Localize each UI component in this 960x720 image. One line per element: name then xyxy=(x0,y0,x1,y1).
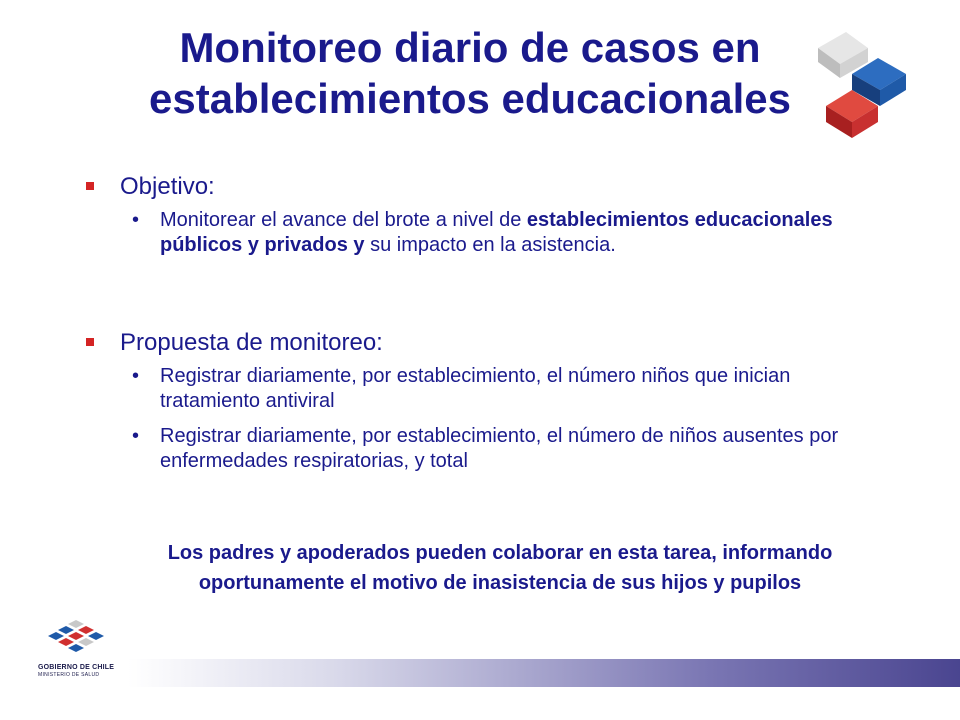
sub-list xyxy=(82,364,882,474)
footer-ministry-label: MINISTERIO DE SALUD xyxy=(38,672,100,678)
slide-title: Monitoreo diario de casos en establecimientos educacionales xyxy=(149,24,791,122)
item-text: Monitorear el avance del brote a nivel de xyxy=(160,209,527,231)
closing-statement: Los padres y apoderados pueden colaborar en esta tarea, informando oportunamente el motivo de inasistencia de sus hijos y pupilos xyxy=(167,542,833,594)
square-bullet-icon xyxy=(86,338,94,346)
list-item xyxy=(82,208,870,258)
section-label: Objetivo: xyxy=(120,173,215,200)
square-bullet-icon xyxy=(86,182,94,190)
bullet-dot-icon: • xyxy=(132,425,140,447)
item-text: su impacto en la asistencia. xyxy=(364,234,616,256)
bullet-dot-icon: • xyxy=(132,209,140,231)
bullet-dot-icon: • xyxy=(132,365,140,387)
item-text: Registrar diariamente, por establecimiento, el número de niños ausentes por enfermedades respiratorias, y total xyxy=(160,425,839,472)
slide-content xyxy=(82,170,882,484)
chile-cubes-logo xyxy=(806,28,916,140)
section-propuesta xyxy=(82,326,882,474)
list-item xyxy=(82,364,870,414)
item-text-bold: establecimientos educacionales públicos y privados y xyxy=(160,209,833,256)
sub-list xyxy=(82,208,882,258)
item-text: Registrar diariamente, por establecimiento, el número niños que inician tratamiento antiviral xyxy=(160,365,791,412)
list-item xyxy=(82,424,870,474)
footer-gradient-bar xyxy=(128,659,960,687)
gobierno-logo-icon xyxy=(38,618,118,664)
footer-brand xyxy=(38,664,128,678)
footer-gov-label: GOBIERNO DE CHILE xyxy=(38,664,115,671)
section-objetivo xyxy=(82,170,882,310)
section-label: Propuesta de monitoreo: xyxy=(120,329,383,356)
